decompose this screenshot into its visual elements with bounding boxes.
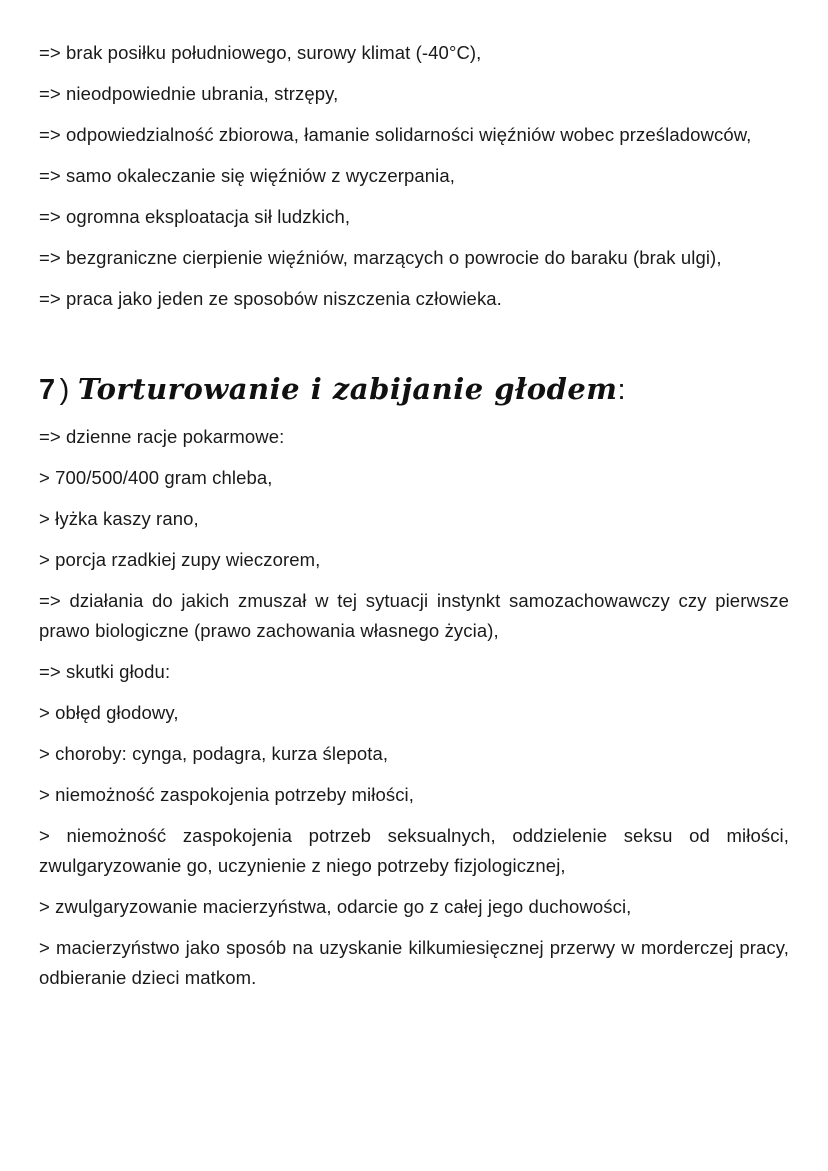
heading-number: 7: [39, 374, 56, 406]
document-page: [39, 38, 789, 1004]
list-item: > macierzyństwo jako sposób na uzyskanie kilkumiesięcznej przerwy w morderczej pracy, odbieranie dzieci matkom.: [39, 937, 789, 988]
list-item: => działania do jakich zmuszał w tej sytuacji instynkt samozachowawczy czy pierwsze prawo biologiczne (prawo zachowania własnego życia),: [39, 590, 789, 641]
list-item: => nieodpowiednie ubrania, strzępy,: [39, 83, 339, 104]
list-item: > niemożność zaspokojenia potrzeby miłości,: [39, 784, 414, 805]
list-item: > łyżka kaszy rano,: [39, 508, 199, 529]
list-item: => bezgraniczne cierpienie więźniów, marzących o powrocie do baraku (brak ulgi),: [39, 247, 722, 268]
list-item: => dzienne racje pokarmowe:: [39, 426, 285, 447]
heading-colon: :: [617, 374, 627, 406]
list-item: => samo okaleczanie się więźniów z wyczerpania,: [39, 165, 456, 186]
list-item: > obłęd głodowy,: [39, 702, 179, 723]
list-item: => odpowiedzialność zbiorowa, łamanie solidarności więźniów wobec prześladowców,: [39, 124, 752, 145]
heading-title: Torturowanie i zabijanie głodem: [77, 372, 618, 406]
section-7-list: [39, 422, 789, 993]
heading-paren: ): [59, 374, 70, 406]
list-item: => praca jako jeden ze sposobów niszczenia człowieka.: [39, 288, 502, 309]
list-item: => ogromna eksploatacja sił ludzkich,: [39, 206, 351, 227]
list-item: => skutki głodu:: [39, 661, 171, 682]
section-7-heading: [39, 369, 789, 410]
section-6-list: [39, 38, 789, 314]
list-item: > 700/500/400 gram chleba,: [39, 467, 273, 488]
list-item: > zwulgaryzowanie macierzyństwa, odarcie go z całej jego duchowości,: [39, 896, 632, 917]
list-item: > niemożność zaspokojenia potrzeb seksualnych, oddzielenie seksu od miłości, zwulgaryzowanie go, uczynienie z niego potrzeby fizjologicznej,: [39, 825, 789, 876]
list-item: => brak posiłku południowego, surowy klimat (-40°C),: [39, 42, 482, 63]
list-item: > porcja rzadkiej zupy wieczorem,: [39, 549, 321, 570]
list-item: > choroby: cynga, podagra, kurza ślepota,: [39, 743, 389, 764]
